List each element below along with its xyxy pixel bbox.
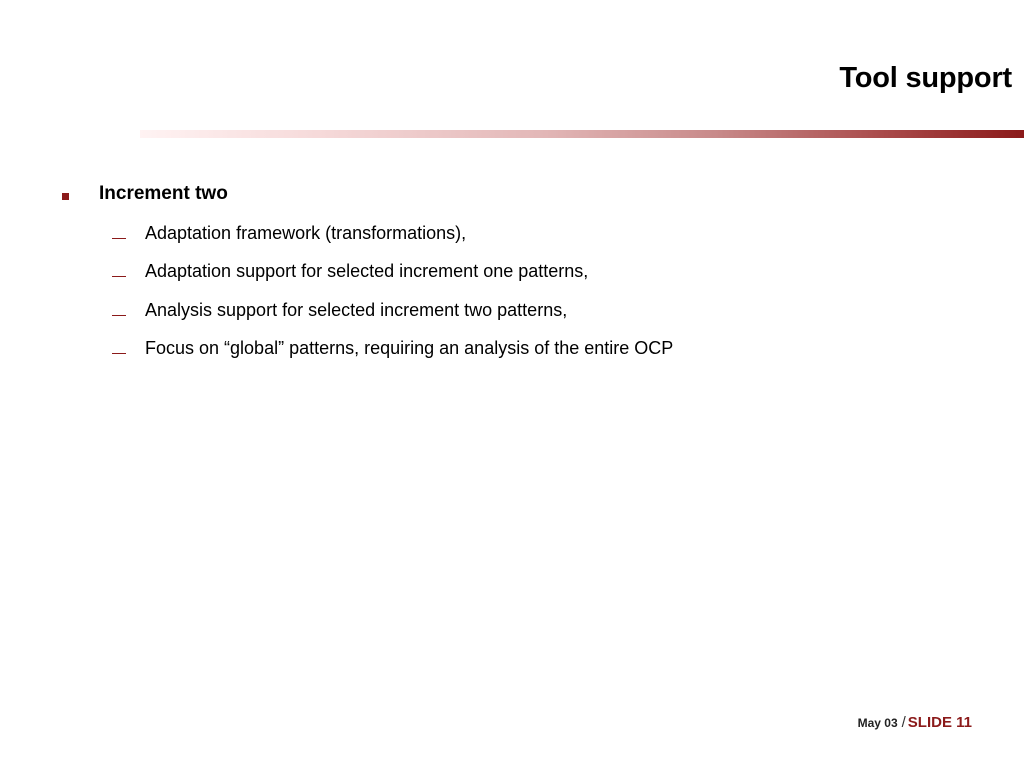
sub-bullet xyxy=(112,296,673,324)
dash-bullet-icon xyxy=(112,276,126,277)
dash-bullet-icon xyxy=(112,353,126,354)
title-gradient-rule xyxy=(140,130,1024,138)
bullet-level1-text: Increment two xyxy=(99,183,228,204)
sub-bullet xyxy=(112,335,673,363)
sub-bullet-text: Adaptation support for selected increment one patterns, xyxy=(145,261,589,281)
bullet-list xyxy=(62,180,673,373)
sub-bullet xyxy=(112,258,673,286)
footer-separator: / xyxy=(901,714,906,731)
sub-bullet-text: Analysis support for selected increment two patterns, xyxy=(145,299,568,320)
dash-bullet-icon xyxy=(112,315,126,316)
bullet-level1 xyxy=(62,180,673,208)
slide-title: Tool support xyxy=(839,62,1012,94)
sub-bullet-text: Adaptation framework (transformations), xyxy=(145,222,467,243)
footer-slide-number: SLIDE 11 xyxy=(907,714,972,731)
dash-bullet-icon xyxy=(112,238,126,239)
slide-footer xyxy=(858,714,972,732)
square-bullet-icon xyxy=(62,193,69,200)
footer-date: May 03 xyxy=(857,716,898,730)
sub-bullet-text: Focus on “global” patterns, requiring an analysis of the entire OCP xyxy=(145,338,674,358)
sub-bullet-list xyxy=(112,219,673,363)
sub-bullet xyxy=(112,219,673,247)
